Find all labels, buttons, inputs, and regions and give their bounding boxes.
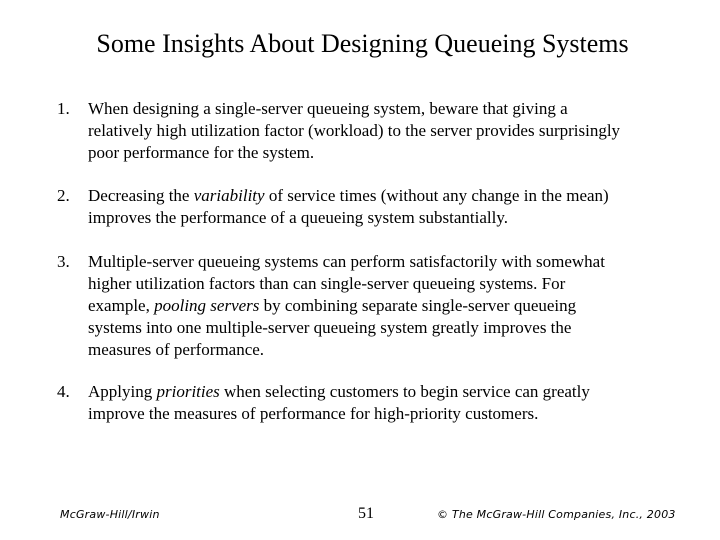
page-number: 51: [358, 505, 374, 522]
footer-copyright: © The McGraw-Hill Companies, Inc., 2003: [437, 508, 676, 521]
item-line: improve the measures of performance for high-priority customers.: [88, 404, 539, 423]
item-text: [88, 98, 678, 164]
item-text: [88, 381, 678, 425]
footer-publisher: McGraw-Hill/Irwin: [60, 508, 160, 521]
item-line: relatively high utilization factor (workload) to the server provides surprisingly: [88, 121, 621, 140]
line-text: when selecting customers to begin service can greatly: [219, 382, 590, 401]
item-line: Multiple-server queueing systems can perform satisfactorily with somewhat: [88, 252, 605, 271]
item-line: systems into one multiple-server queueing system greatly improves the: [88, 318, 572, 337]
line-text: by combining separate single-server queueing: [259, 296, 577, 315]
item-number: 4.: [57, 382, 70, 401]
item-line: poor performance for the system.: [88, 143, 315, 162]
item-number: 3.: [57, 252, 70, 271]
item-line: When designing a single-server queueing system, beware that giving a: [88, 99, 568, 118]
item-line: improves the performance of a queueing system substantially.: [88, 208, 509, 227]
item-line: [88, 295, 678, 317]
slide-title: Some Insights About Designing Queueing Systems: [96, 29, 629, 58]
item-line: [88, 381, 678, 403]
line-text: of service times (without any change in the mean): [264, 186, 609, 205]
item-line: [88, 185, 678, 207]
line-text: example,: [88, 296, 155, 315]
item-number: 1.: [57, 99, 70, 118]
item-line: measures of performance.: [88, 340, 265, 359]
item-text: [88, 251, 678, 361]
item-number: 2.: [57, 186, 70, 205]
emphasis-text: priorities: [156, 382, 220, 401]
line-text: Applying: [88, 382, 157, 401]
line-text: Decreasing the: [88, 186, 194, 205]
emphasis-text: variability: [193, 186, 265, 205]
item-line: higher utilization factors than can single-server queueing systems. For: [88, 274, 566, 293]
item-text: [88, 185, 678, 229]
emphasis-text: pooling servers: [154, 296, 260, 315]
